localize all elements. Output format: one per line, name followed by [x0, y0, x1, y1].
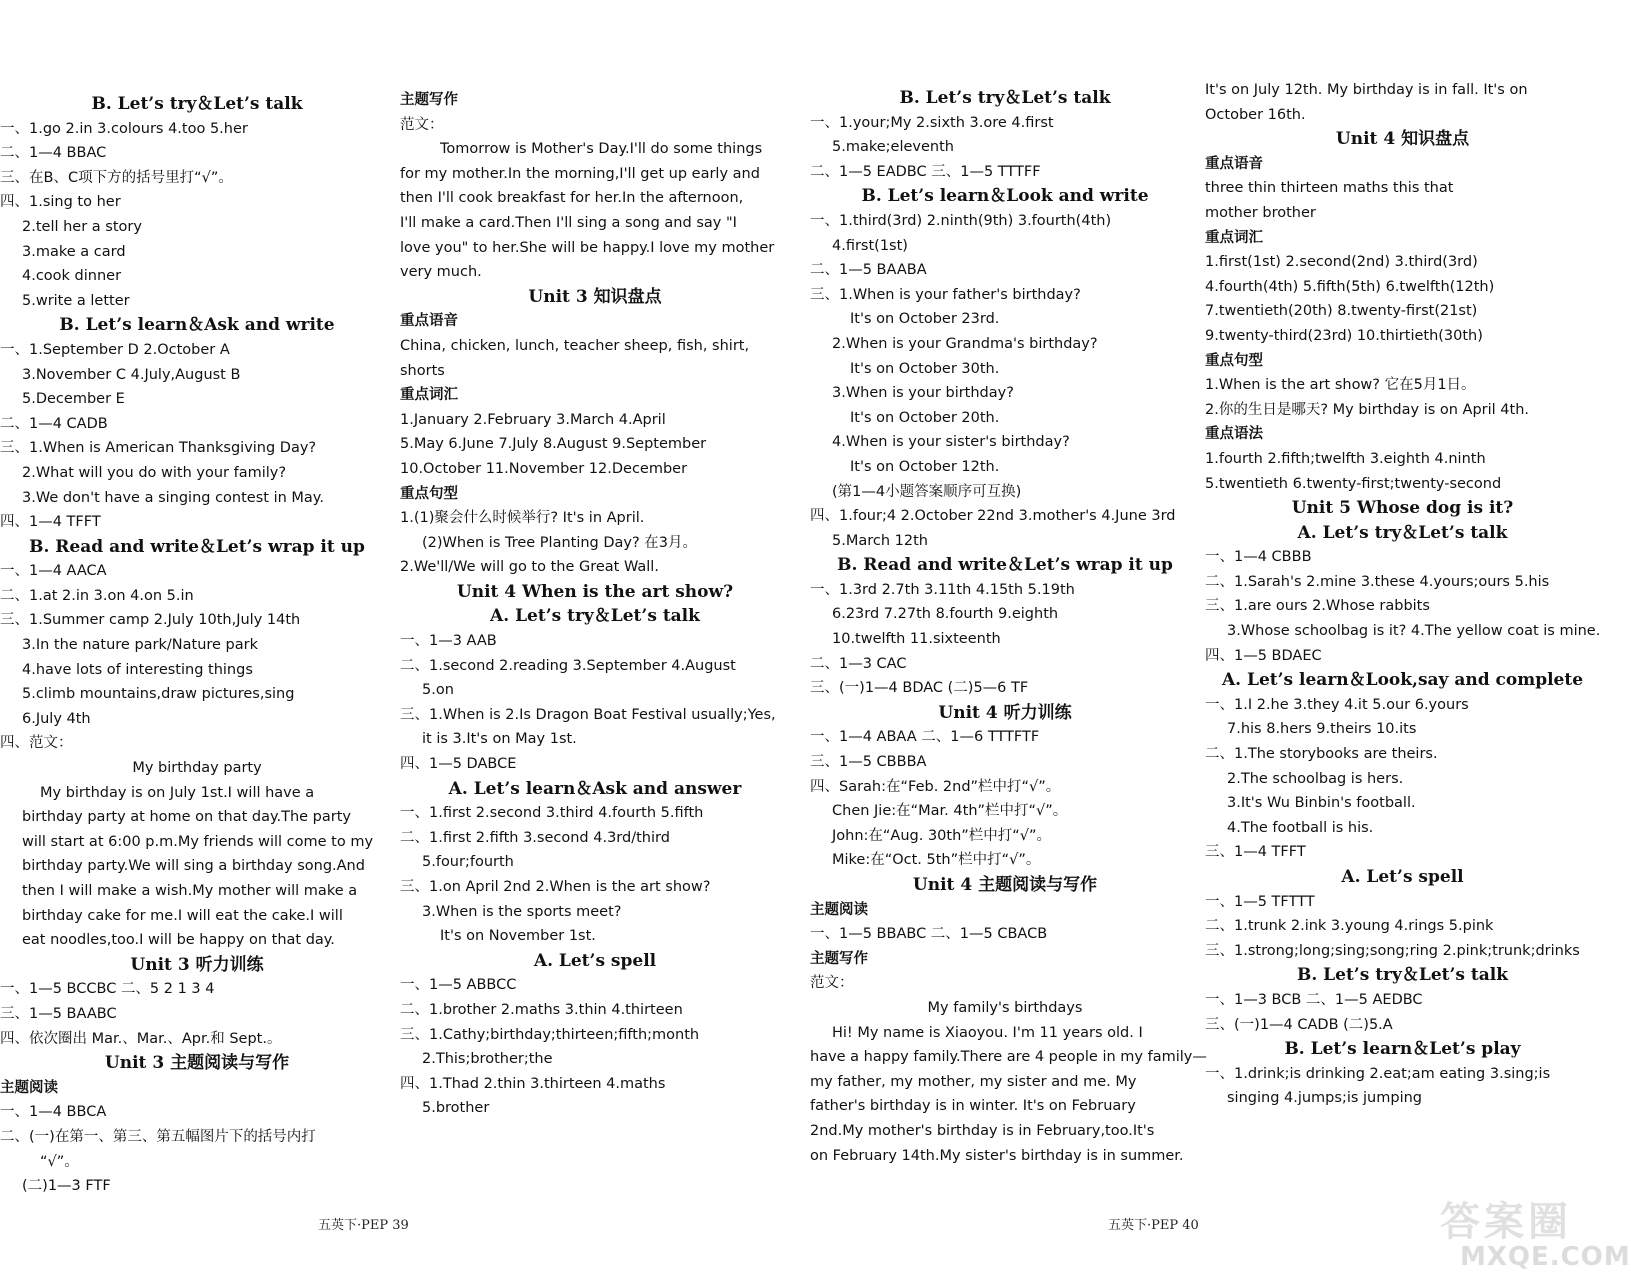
essay-line: 2nd.My mother's birthday is in February,too.It's — [810, 1122, 1155, 1139]
answer-line: 一、1—4 AACA — [0, 563, 107, 580]
answer-line: 5.December E — [22, 391, 125, 408]
watermark-logo: 答案圈 — [1440, 1199, 1572, 1245]
column-3 — [810, 0, 1207, 1168]
answer-line: It's on October 12th. — [850, 458, 1000, 475]
answer-line: 2.When is your Grandma's birthday? — [832, 335, 1098, 352]
answer-line: (二)1—3 FTF — [22, 1178, 111, 1195]
answer-line: 1.fourth 2.fifth;twelfth 3.eighth 4.ninth — [1205, 450, 1486, 467]
section-heading: Unit 4 听力训练 — [938, 702, 1072, 723]
answer-line: 2.This;brother;the — [422, 1051, 553, 1068]
answer-line: 1.January 2.February 3.March 4.April — [400, 411, 666, 428]
answer-line: mother brother — [1205, 204, 1316, 221]
section-heading: Unit 3 知识盘点 — [528, 286, 662, 307]
essay-line: My birthday is on July 1st.I will have a — [40, 784, 315, 801]
section-heading: Unit 3 主题阅读与写作 — [104, 1053, 290, 1074]
watermark — [1430, 1190, 1631, 1280]
answer-line: It's on November 1st. — [440, 928, 596, 945]
answer-line: 3.We don't have a singing contest in May. — [22, 489, 324, 506]
answer-line: 一、1.3rd 2.7th 3.11th 4.15th 5.19th — [810, 581, 1075, 598]
answer-line: 二、1—3 CAC — [810, 655, 907, 672]
essay-line: Hi! My name is Xiaoyou. I'm 11 years old. I — [832, 1024, 1143, 1041]
essay-line: then I'll cook breakfast for her.In the afternoon, — [400, 190, 744, 207]
section-heading: A. Let’s learn＆Ask and answer — [448, 778, 742, 799]
answer-line: 一、1.September D 2.October A — [0, 341, 230, 358]
answer-line: 3.make a card — [22, 243, 126, 260]
answer-line: 范文： — [810, 975, 854, 992]
spacer — [810, 0, 1200, 86]
answer-line: 2.What will you do with your family? — [22, 464, 287, 481]
answer-line: 四、1.sing to her — [0, 194, 121, 211]
subsection-label: 重点语法 — [1205, 426, 1263, 443]
subsection-label: 主题写作 — [810, 950, 868, 967]
answer-line: 3.In the nature park/Nature park — [22, 637, 259, 654]
essay-line: birthday cake for me.I will eat the cake.I will — [22, 907, 343, 924]
answer-line: 一、1.third(3rd) 2.ninth(9th) 3.fourth(4th) — [810, 212, 1112, 229]
section-heading: B. Let’s try＆Let’s talk — [91, 94, 303, 114]
answer-line: 二、1.first 2.fifth 3.second 4.3rd/third — [400, 829, 670, 846]
answer-line: 三、(一)1—4 BDAC (二)5—6 TF — [810, 680, 1029, 697]
answer-line: 二、1—4 BBAC — [0, 145, 107, 162]
answer-line: 4.fourth(4th) 5.fifth(5th) 6.twelfth(12th) — [1205, 278, 1495, 295]
answer-line: 2.The schoolbag is hers. — [1227, 770, 1404, 787]
answer-line: 三、1—5 CBBBA — [810, 754, 927, 771]
answer-line: 3.Whose schoolbag is it? 4.The yellow coat is mine. — [1227, 623, 1601, 640]
answer-line: 三、(一)1—4 CADB (二)5.A — [1205, 1016, 1393, 1033]
section-heading: B. Let’s learn＆Let’s play — [1284, 1039, 1521, 1060]
answer-line: 5.climb mountains,draw pictures,sing — [22, 686, 295, 703]
essay-title: My birthday party — [132, 760, 262, 777]
answer-line: Mike:在“Oct. 5th”栏中打“√”。 — [832, 852, 1041, 869]
answer-line: 4.have lots of interesting things — [22, 661, 253, 678]
subsection-label: 主题阅读 — [0, 1079, 58, 1096]
answer-line: It's on October 30th. — [850, 360, 1000, 377]
answer-line: 二、1—5 EADBC 三、1—5 TTTFF — [810, 163, 1041, 180]
answer-line: 三、1.are ours 2.Whose rabbits — [1205, 598, 1430, 615]
answer-line: 四、1—5 DABCE — [400, 756, 517, 773]
answer-line: 4.cook dinner — [22, 268, 122, 285]
subsection-label: 主题写作 — [400, 92, 458, 108]
section-heading: Unit 4 When is the art show? — [456, 581, 734, 602]
section-heading: Unit 5 Whose dog is it? — [1291, 498, 1514, 519]
section-heading: B. Let’s try＆Let’s talk — [899, 88, 1111, 108]
answer-line: 5.on — [422, 682, 454, 699]
essay-title: My family's birthdays — [927, 999, 1083, 1016]
answer-line: 3.When is your birthday? — [832, 385, 1014, 402]
essay-line: It's on July 12th. My birthday is in fall. It's on — [1205, 82, 1528, 98]
answer-line: 一、1—4 ABAA 二、1—6 TTTFTF — [810, 729, 1040, 746]
answer-line: “√”。 — [40, 1153, 79, 1170]
answer-line: (2)When is Tree Planting Day? 在3月。 — [422, 534, 698, 551]
answer-line: 5.March 12th — [832, 532, 928, 549]
answer-line: 3.When is the sports meet? — [422, 903, 622, 920]
column-2 — [400, 0, 790, 1121]
essay-line: birthday party at home on that day.The party — [22, 809, 352, 826]
subsection-label: 重点词汇 — [400, 387, 458, 404]
answer-line: 5.write a letter — [22, 292, 130, 309]
essay-line: on February 14th.My sister's birthday is in summer. — [810, 1147, 1184, 1164]
answer-line: 一、1.I 2.he 3.they 4.it 5.our 6.yours — [1205, 696, 1469, 713]
answer-line: 三、1.When is American Thanksgiving Day? — [0, 440, 317, 457]
watermark-url: MXQE.COM — [1460, 1242, 1631, 1272]
section-heading: B. Let’s try＆Let’s talk — [1296, 965, 1509, 986]
section-heading: Unit 3 听力训练 — [130, 954, 264, 975]
answer-line: 四、范文： — [0, 735, 73, 752]
answer-line: 一、1—3 BCB 二、1—5 AEDBC — [1205, 991, 1423, 1008]
answer-line: 一、1.go 2.in 3.colours 4.too 5.her — [0, 120, 248, 137]
answer-line: 2.We'll/We will go to the Great Wall. — [400, 559, 659, 576]
page-footer-left: 五英下·PEP 39 — [318, 1218, 409, 1233]
section-heading: A. Let’s spell — [533, 950, 657, 971]
essay-line: I'll make a card.Then I'll sing a song and say "I — [400, 214, 737, 231]
subsection-label: 重点句型 — [1205, 352, 1263, 369]
answer-line: 一、1—3 AAB — [400, 633, 497, 650]
answer-line: 三、1.When is your father's birthday? — [810, 286, 1081, 303]
answer-line: Chen Jie:在“Mar. 4th”栏中打“√”。 — [832, 803, 1068, 820]
answer-line: 二、1.at 2.in 3.on 4.on 5.in — [0, 587, 194, 604]
answer-line: 10.twelfth 11.sixteenth — [832, 631, 1001, 648]
subsection-label: 重点句型 — [400, 485, 458, 502]
section-heading: A. Let’s try＆Let’s talk — [1297, 522, 1508, 543]
answer-line: 10.October 11.November 12.December — [400, 460, 688, 477]
answer-line: 四、1.Thad 2.thin 3.thirteen 4.maths — [400, 1075, 666, 1092]
answer-line: 5.make;eleventh — [832, 139, 954, 156]
answer-line: 5.brother — [422, 1100, 490, 1117]
answer-line: 四、1—4 TFFT — [0, 514, 101, 531]
answer-line: 4.The football is his. — [1227, 819, 1374, 836]
answer-line: 三、1—5 BAABC — [0, 1005, 117, 1022]
answer-line: 2.你的生日是哪天? My birthday is on April 4th. — [1205, 401, 1530, 418]
section-heading: Unit 4 主题阅读与写作 — [912, 875, 1098, 895]
answer-note: (第1—4小题答案顺序可互换) — [832, 483, 1022, 500]
answer-line: 一、1.your;My 2.sixth 3.ore 4.first — [810, 114, 1054, 131]
answer-line: 二、1.second 2.reading 3.September 4.August — [400, 657, 736, 674]
column-4 — [1205, 0, 1600, 1111]
essay-line: then I will make a wish.My mother will make a — [22, 883, 358, 899]
spacer — [1205, 0, 1600, 78]
answer-line: 二、1.brother 2.maths 3.thin 4.thirteen — [400, 1001, 683, 1018]
answer-line: 一、1.drink;is drinking 2.eat;am eating 3.sing;is — [1205, 1065, 1551, 1082]
section-heading: A. Let’s spell — [1341, 867, 1464, 887]
answer-line: 四、Sarah:在“Feb. 2nd”栏中打“√”。 — [810, 778, 1061, 795]
essay-line: father's birthday is in winter. It's on February — [810, 1098, 1136, 1115]
essay-line: will start at 6:00 p.m.My friends will come to my — [22, 833, 374, 850]
answer-line: 二、1.trunk 2.ink 3.young 4.rings 5.pink — [1205, 918, 1494, 935]
section-heading: A. Let’s try＆Let’s talk — [490, 606, 700, 627]
answer-line: 三、1.Cathy;birthday;thirteen;fifth;month — [400, 1026, 700, 1043]
answer-line: 5.twentieth 6.twenty-first;twenty-second — [1205, 475, 1502, 492]
essay-line: for my mother.In the morning,I'll get up early and — [400, 165, 760, 182]
answer-line: 四、1—5 BDAEC — [1205, 647, 1322, 664]
subsection-label: 重点语音 — [1205, 155, 1263, 172]
answer-line: 二、(一)在第一、第三、第五幅图片下的括号内打 — [0, 1128, 316, 1145]
answer-line: 二、1—5 BAABA — [810, 262, 927, 279]
subsection-label: 重点语音 — [400, 313, 458, 330]
answer-line: 2.tell her a story — [22, 218, 142, 235]
section-heading: B. Read and write＆Let’s wrap it up — [837, 555, 1173, 576]
answer-line: It's on October 20th. — [850, 409, 1000, 426]
answer-line: 一、1—5 BBABC 二、1—5 CBACB — [810, 926, 1048, 943]
answer-line: 9.twenty-third(23rd) 10.thirtieth(30th) — [1205, 327, 1483, 344]
answer-line: 三、1—4 TFFT — [1205, 844, 1306, 861]
answer-line: 三、在B、C项下方的括号里打“√”。 — [0, 169, 233, 186]
essay-line: Tomorrow is Mother's Day.I'll do some things — [440, 141, 763, 158]
answer-line: 四、依次圈出 Mar.、Mar.、Apr.和 Sept.。 — [0, 1030, 282, 1047]
essay-line: my father, my mother, my sister and me. My — [810, 1073, 1137, 1090]
answer-line: 三、1.on April 2nd 2.When is the art show? — [400, 879, 711, 895]
answer-line: 1.first(1st) 2.second(2nd) 3.third(3rd) — [1205, 254, 1478, 271]
essay-line: eat noodles,too.I will be happy on that day. — [22, 932, 335, 949]
answer-line: 5.May 6.June 7.July 8.August 9.September — [400, 436, 707, 453]
answer-line: John:在“Aug. 30th”栏中打“√”。 — [832, 827, 1052, 844]
answer-line: shorts — [400, 362, 445, 379]
page-footer-right: 五英下·PEP 40 — [1108, 1218, 1199, 1233]
answer-line: 一、1—5 BCCBC 二、5 2 1 3 4 — [0, 981, 215, 998]
section-heading: Unit 4 知识盘点 — [1335, 129, 1470, 150]
essay-line: October 16th. — [1205, 106, 1306, 123]
answer-line: 5.four;fourth — [422, 854, 514, 871]
subsection-label: 主题阅读 — [810, 901, 868, 918]
answer-line: 3.November C 4.July,August B — [22, 366, 241, 383]
spacer — [0, 0, 400, 92]
spacer — [400, 0, 790, 88]
answer-line: 二、1.Sarah's 2.mine 3.these 4.yours;ours 5.his — [1205, 573, 1550, 590]
section-heading: B. Let’s learn＆Ask and write — [59, 315, 335, 336]
section-heading: B. Let’s learn＆Look and write — [861, 186, 1149, 207]
answer-line: 四、1.four;4 2.October 22nd 3.mother's 4.June 3rd — [810, 508, 1176, 525]
answer-line: singing 4.jumps;is jumping — [1227, 1090, 1422, 1107]
subsection-label: 重点词汇 — [1205, 229, 1263, 246]
answer-line: 三、1.When is 2.Is Dragon Boat Festival usually;Yes, — [400, 706, 776, 723]
essay-line: birthday party.We will sing a birthday song.And — [22, 858, 365, 875]
answer-line: 一、1—4 BBCA — [0, 1104, 107, 1121]
answer-line: 1.(1)聚会什么时候举行? It's in April. — [400, 510, 645, 527]
column-1 — [0, 0, 400, 1199]
section-heading: A. Let’s learn＆Look,say and complete — [1221, 670, 1584, 691]
essay-line: love you" to her.She will be happy.I love my mother — [400, 239, 775, 256]
answer-line: 一、1—4 CBBB — [1205, 549, 1312, 566]
answer-line: 二、1.The storybooks are theirs. — [1205, 746, 1438, 763]
answer-line: 6.July 4th — [22, 710, 91, 727]
answer-line: China, chicken, lunch, teacher sheep, fish, shirt, — [400, 337, 750, 354]
essay-line: very much. — [400, 264, 482, 281]
answer-line: it is 3.It's on May 1st. — [422, 731, 577, 748]
answer-line: 三、1.strong;long;sing;song;ring 2.pink;trunk;drinks — [1205, 942, 1580, 959]
answer-line: 6.23rd 7.27th 8.fourth 9.eighth — [832, 606, 1059, 623]
answer-line: 3.It's Wu Binbin's football. — [1227, 795, 1416, 812]
answer-line: 三、1.Summer camp 2.July 10th,July 14th — [0, 612, 301, 629]
answer-line: 范文： — [400, 116, 444, 133]
essay-line: have a happy family.There are 4 people in my family— — [810, 1049, 1207, 1066]
answer-line: 一、1.first 2.second 3.third 4.fourth 5.fifth — [400, 805, 704, 822]
answer-line: 一、1—5 TFTTT — [1205, 893, 1315, 910]
section-heading: B. Read and write＆Let’s wrap it up — [29, 536, 365, 557]
answer-line: 7.his 8.hers 9.theirs 10.its — [1227, 721, 1417, 738]
answer-line: 4.first(1st) — [832, 237, 908, 254]
answer-line: 一、1—5 ABBCC — [400, 977, 517, 994]
answer-line: 1.When is the art show? 它在5月1日。 — [1205, 377, 1476, 394]
answer-line: 二、1—4 CADB — [0, 415, 108, 432]
answer-line: three thin thirteen maths this that — [1205, 180, 1454, 197]
answer-line: It's on October 23rd. — [850, 311, 1000, 328]
answer-line: 4.When is your sister's birthday? — [832, 434, 1070, 451]
answer-line: 7.twentieth(20th) 8.twenty-first(21st) — [1205, 303, 1478, 320]
